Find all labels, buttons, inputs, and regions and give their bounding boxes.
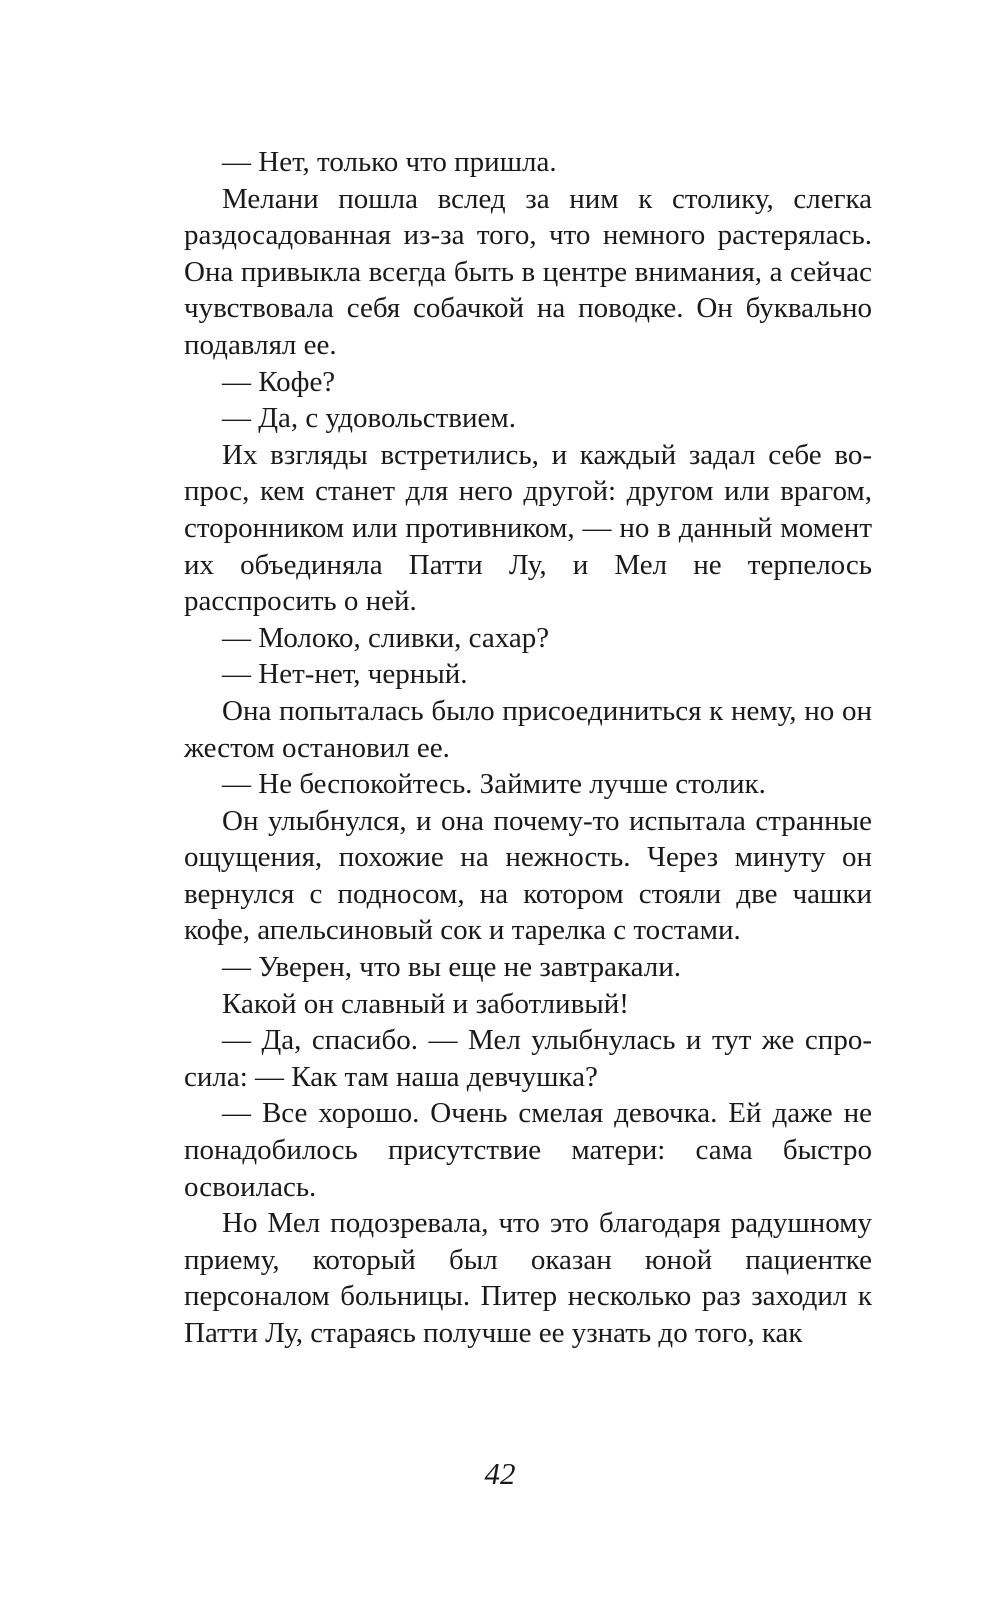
paragraph: — Нет-нет, черный.: [222, 658, 468, 691]
paragraph: Она попыталась было присоединиться к нему, но он жестом остановил ее.: [184, 694, 872, 764]
page-number: 42: [484, 1456, 516, 1491]
paragraph: Он улыбнулся, и она почему-то испытала странные ощущения, похожие на нежность. Через минуту он вернулся с подносом, на котором стояли две чашки кофе, апельсиновый сок и тарелка с тостами.: [184, 804, 872, 947]
paragraph: — Все хорошо. Очень смелая девочка. Ей даже не понадобилось присутствие матери: сама быстро освоилась.: [184, 1097, 872, 1203]
page-text-body: [184, 144, 872, 1352]
paragraph: — Не беспокойтесь. Займите лучше столик.: [222, 768, 766, 801]
paragraph: Мелани пошла вслед за ним к столику, слегка раздосадованная из-за того, что немного растерялась. Она привыкла всегда быть в центре внимания, а сейчас чувствовала себя собачкой на поводке. Он буквально подавлял ее.: [184, 182, 872, 361]
paragraph: — Уверен, что вы еще не завтракали.: [222, 951, 682, 984]
paragraph: — Кофе?: [222, 365, 336, 398]
paragraph: — Да, спасибо. — Мел улыбнулась и тут же спросила: — Как там наша девчушка?: [184, 1024, 872, 1093]
paragraph: Их взгляды встретились, и каждый задал себе вопрос, кем станет для него другой: другом или врагом, сторонником или противником, — но в данный момент их объединяла Патти Лу, и Мел не терпелось расспросить о ней.: [184, 438, 872, 618]
paragraph: — Нет, только что пришла.: [222, 146, 557, 178]
paragraph: Но Мел подозревала, что это благодаря радушному приему, который был оказан юной пациентке персоналом больницы. Питер несколько раз заходил к Патти Лу, стараясь получше ее узнать до того, как: [184, 1207, 872, 1349]
paragraph: — Молоко, сливки, сахар?: [222, 621, 550, 654]
paragraph: — Да, с удовольствием.: [222, 402, 516, 435]
paragraph: Какой он славный и заботливый!: [222, 987, 629, 1020]
